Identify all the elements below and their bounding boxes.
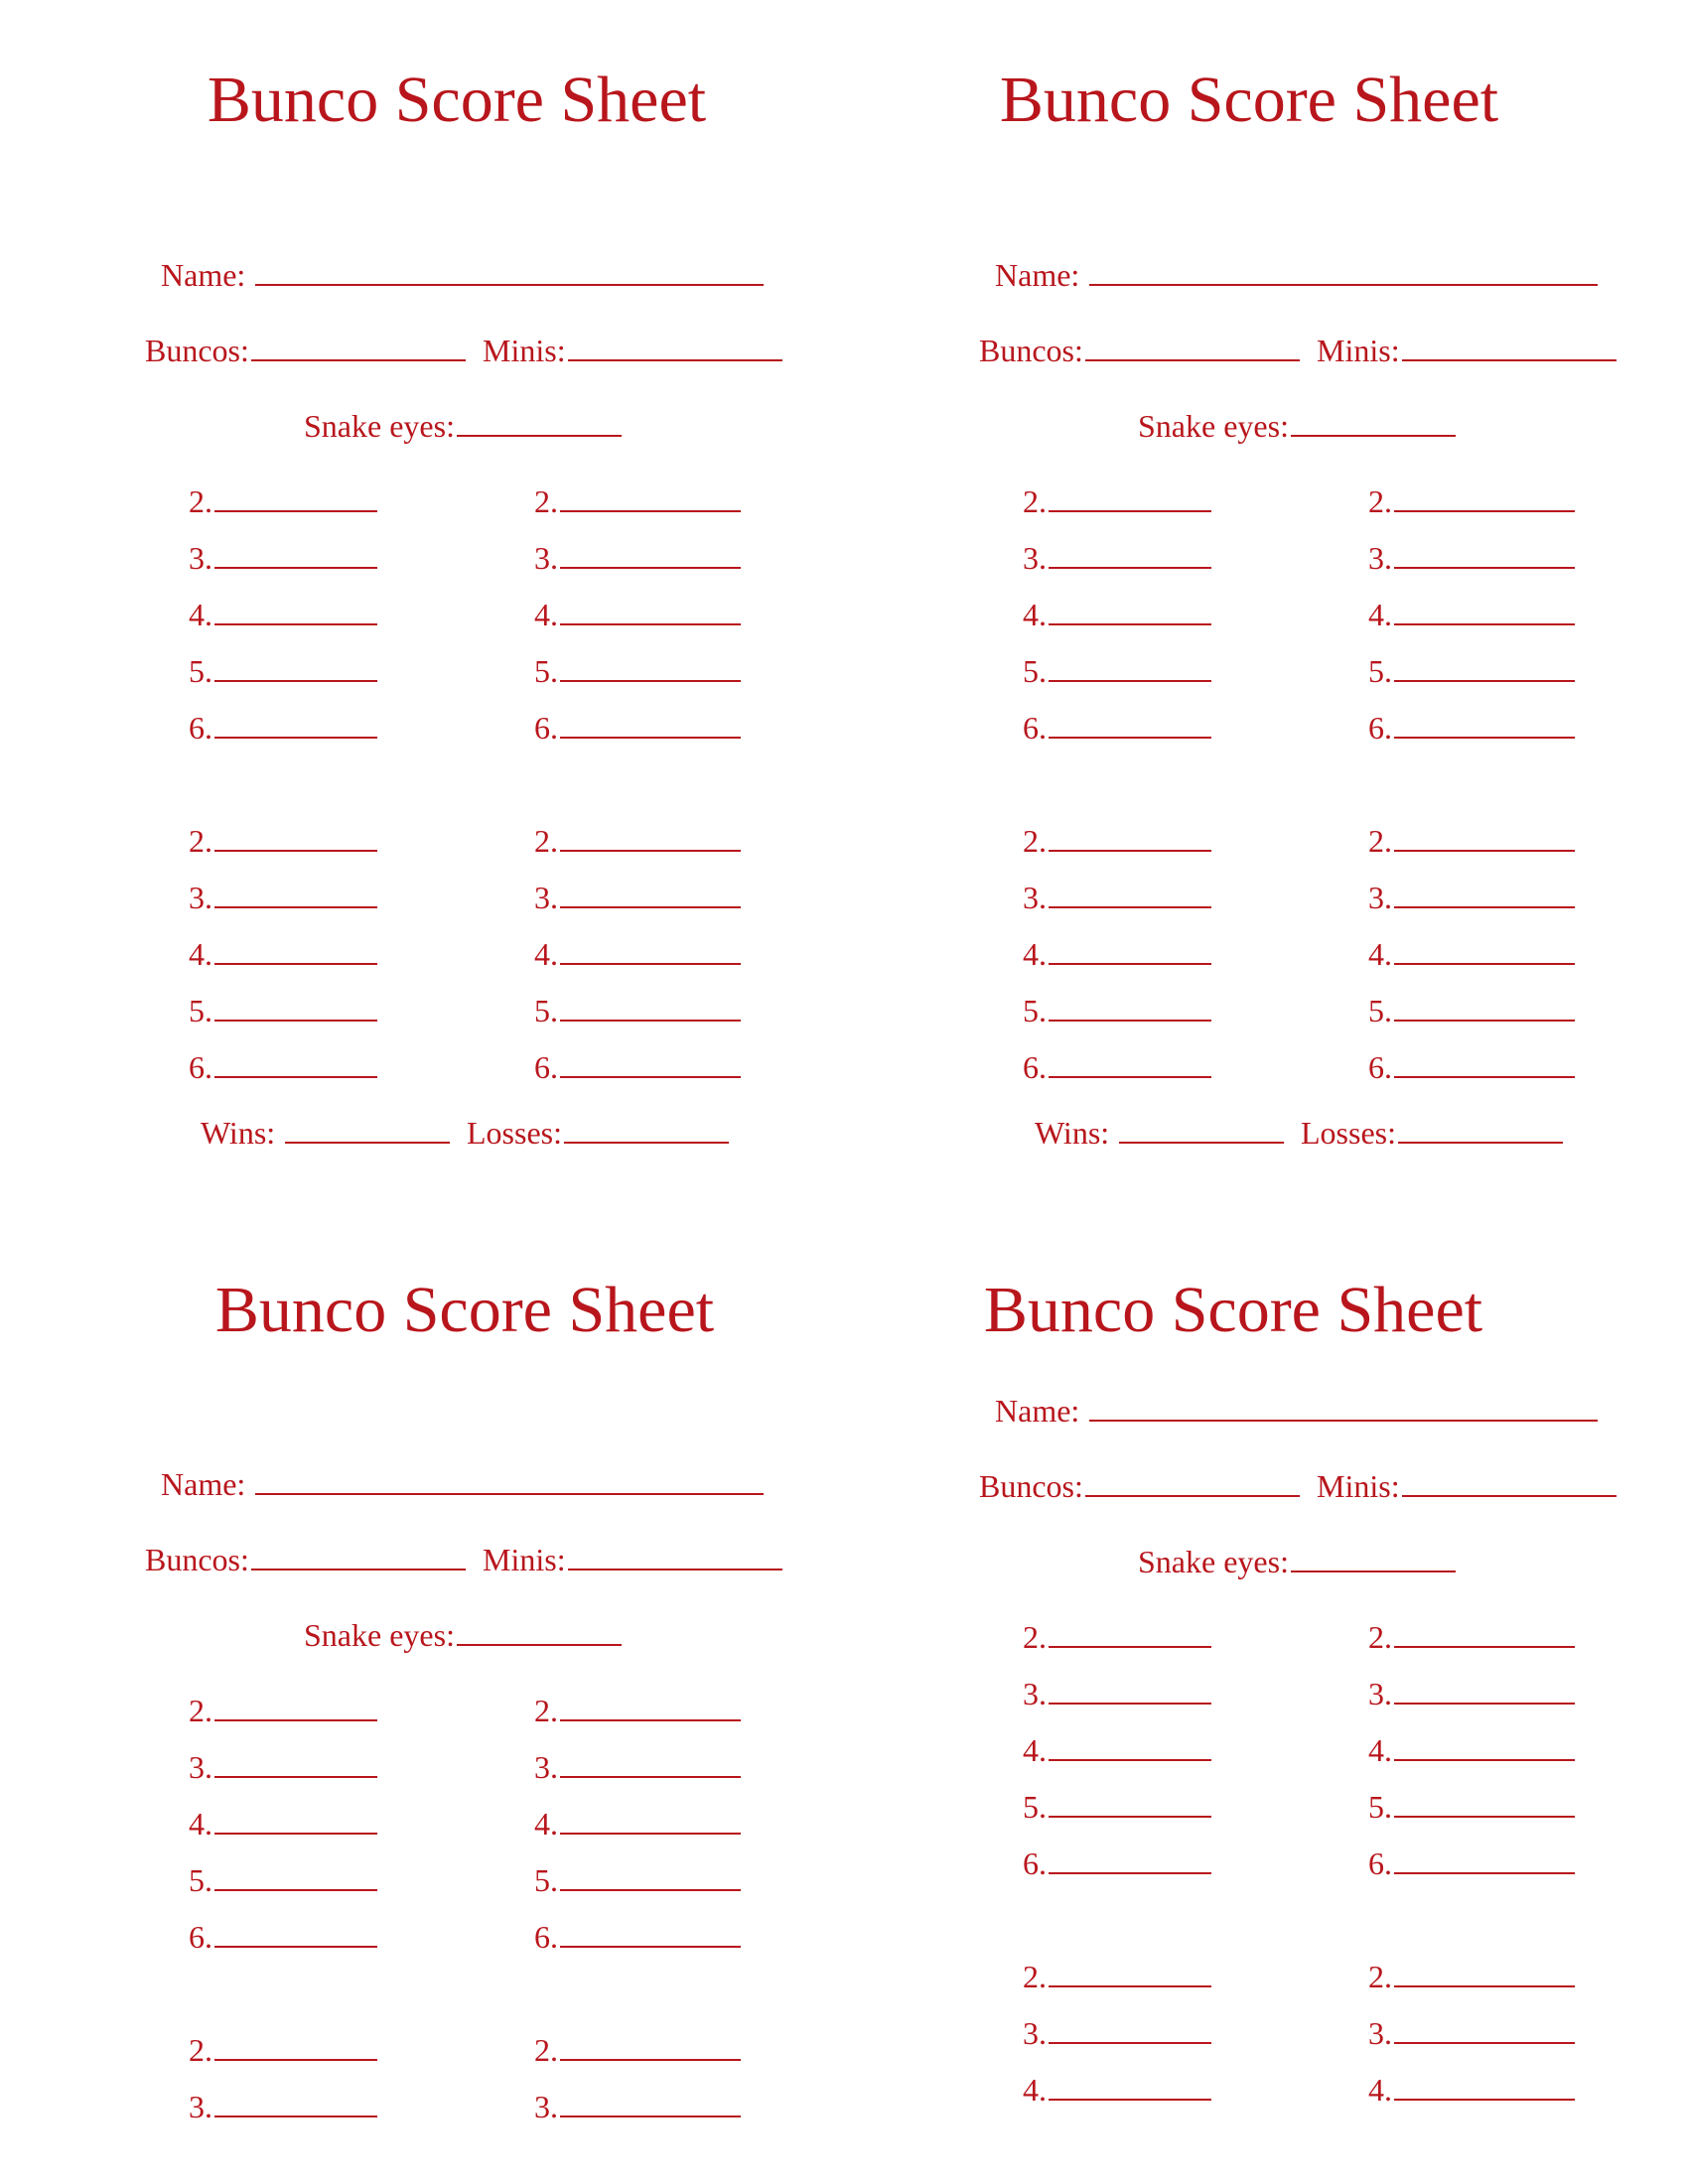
round-2-left-score-4-label: 4. — [189, 936, 212, 972]
minis-field-label: Minis: — [1317, 333, 1400, 368]
round-1-left-score-6-label: 6. — [1023, 710, 1047, 746]
round-2-right-score-5 — [534, 990, 741, 1026]
name-field — [161, 1463, 764, 1500]
round-1-right-score-3-label: 3. — [534, 1749, 558, 1785]
minis-field — [483, 1539, 782, 1575]
sheet-title: Bunco Score Sheet — [214, 1274, 715, 1346]
snake-eyes-field-blank[interactable] — [1291, 405, 1456, 437]
round-2-left-score-3 — [1023, 2012, 1211, 2049]
round-2-left-score-5-blank[interactable] — [1049, 990, 1211, 1022]
round-1-left-score-2 — [189, 1690, 377, 1726]
name-field-label: Name: — [995, 257, 1080, 293]
minis-field — [1317, 1465, 1617, 1502]
wins-field-blank[interactable] — [285, 1112, 450, 1144]
round-2-left-score-4 — [1023, 933, 1211, 970]
round-2-left-score-3-label: 3. — [189, 2089, 212, 2124]
name-field-blank[interactable] — [1089, 254, 1598, 286]
wins-field — [1035, 1112, 1284, 1149]
round-1-left-score-6 — [1023, 707, 1211, 744]
round-1-right-score-2 — [1368, 480, 1575, 517]
round-1-right-score-4 — [534, 1803, 741, 1840]
losses-field — [467, 1112, 729, 1149]
minis-field-label: Minis: — [483, 333, 566, 368]
round-1-right-score-5-blank[interactable] — [560, 1859, 741, 1891]
round-2-right-score-2 — [534, 820, 741, 857]
losses-field-blank[interactable] — [1398, 1112, 1563, 1144]
round-1-left-score-3-label: 3. — [189, 540, 212, 576]
round-1-left-score-6-label: 6. — [189, 710, 212, 746]
round-2-left-score-4-label: 4. — [1023, 936, 1047, 972]
score-sheet-column-right — [844, 0, 1688, 2184]
snake-eyes-field — [1138, 405, 1456, 442]
round-1-right-score-2-blank[interactable] — [1394, 480, 1575, 512]
round-1-right-score-3-blank[interactable] — [1394, 537, 1575, 569]
minis-field-blank[interactable] — [568, 330, 782, 361]
round-1-left-score-3-label: 3. — [189, 1749, 212, 1785]
round-2-right-score-2-blank[interactable] — [1394, 1956, 1575, 1987]
round-2-right-score-2-blank[interactable] — [1394, 820, 1575, 852]
round-2-left-score-2-label: 2. — [189, 2032, 212, 2068]
round-1-left-score-6-label: 6. — [1023, 1845, 1047, 1881]
buncos-field-label: Buncos: — [979, 1468, 1083, 1504]
round-1-left-score-4 — [189, 594, 377, 630]
buncos-field-label: Buncos: — [145, 1542, 249, 1577]
round-1-left-score-6 — [189, 1916, 377, 1953]
round-1-left-score-3-blank[interactable] — [214, 1746, 377, 1778]
round-1-left-score-5-blank[interactable] — [214, 650, 377, 682]
round-2-left-score-2 — [1023, 820, 1211, 857]
round-1-right-score-4-label: 4. — [1368, 1732, 1392, 1768]
round-2-left-score-6 — [1023, 1046, 1211, 1083]
round-1-right-score-5-label: 5. — [534, 1862, 558, 1898]
round-1-left-score-5 — [189, 1859, 377, 1896]
round-1-left-score-5-label: 5. — [189, 653, 212, 689]
round-2-right-score-6 — [1368, 1046, 1575, 1083]
round-1-left-score-5-label: 5. — [1023, 653, 1047, 689]
round-2-left-score-6-label: 6. — [1023, 1049, 1047, 1085]
round-2-right-score-4-label: 4. — [1368, 936, 1392, 972]
round-1-left-score-4 — [1023, 594, 1211, 630]
round-1-left-score-5-label: 5. — [189, 1862, 212, 1898]
round-2-left-score-2-blank[interactable] — [1049, 1956, 1211, 1987]
round-2-right-score-2-label: 2. — [1368, 1959, 1392, 1994]
round-1-right-score-5-blank[interactable] — [1394, 1786, 1575, 1818]
round-2-left-score-2-blank[interactable] — [214, 820, 377, 852]
buncos-field-label: Buncos: — [145, 333, 249, 368]
round-1-right-score-4-blank[interactable] — [1394, 1729, 1575, 1761]
round-2-left-score-5 — [189, 990, 377, 1026]
round-2-right-score-6-label: 6. — [534, 1049, 558, 1085]
round-1-left-score-6-label: 6. — [189, 1919, 212, 1955]
round-1-right-score-4-label: 4. — [534, 1806, 558, 1842]
minis-field — [483, 330, 782, 366]
round-2-left-score-2-label: 2. — [1023, 823, 1047, 859]
round-2-right-score-4 — [1368, 933, 1575, 970]
round-2-right-score-2 — [1368, 820, 1575, 857]
buncos-field — [145, 330, 466, 366]
round-1-left-score-3 — [189, 1746, 377, 1783]
round-2-left-score-3-blank[interactable] — [1049, 877, 1211, 908]
round-1-right-score-5-label: 5. — [1368, 653, 1392, 689]
round-1-left-score-3-blank[interactable] — [1049, 537, 1211, 569]
round-2-right-score-4-blank[interactable] — [1394, 933, 1575, 965]
round-1-right-score-5 — [534, 650, 741, 687]
round-2-right-score-3-blank[interactable] — [1394, 877, 1575, 908]
round-1-left-score-5 — [1023, 1786, 1211, 1823]
snake-eyes-field — [304, 405, 622, 442]
round-1-right-score-2 — [534, 480, 741, 517]
name-field-blank[interactable] — [255, 254, 764, 286]
snake-eyes-field-blank[interactable] — [1291, 1541, 1456, 1572]
round-1-right-score-4 — [1368, 1729, 1575, 1766]
round-2-left-score-2-blank[interactable] — [214, 2029, 377, 2061]
round-1-left-score-5-blank[interactable] — [1049, 650, 1211, 682]
round-1-right-score-2-label: 2. — [534, 483, 558, 519]
wins-field — [201, 1112, 450, 1149]
round-1-right-score-3-label: 3. — [1368, 540, 1392, 576]
round-1-left-score-2-blank[interactable] — [214, 1690, 377, 1721]
round-2-right-score-3-blank[interactable] — [560, 877, 741, 908]
buncos-field-blank[interactable] — [251, 330, 466, 361]
round-1-right-score-2-label: 2. — [1368, 1619, 1392, 1655]
round-2-right-score-5 — [1368, 990, 1575, 1026]
round-2-right-score-4-blank[interactable] — [560, 933, 741, 965]
round-1-left-score-3-label: 3. — [1023, 1676, 1047, 1711]
round-1-right-score-4-blank[interactable] — [1394, 594, 1575, 625]
round-1-right-score-3 — [1368, 1673, 1575, 1709]
round-1-right-score-5-label: 5. — [534, 653, 558, 689]
wins-field-blank[interactable] — [1119, 1112, 1284, 1144]
round-2-left-score-5-label: 5. — [1023, 993, 1047, 1028]
round-2-right-score-5-blank[interactable] — [560, 990, 741, 1022]
round-2-right-score-3 — [1368, 877, 1575, 913]
round-1-left-score-4-blank[interactable] — [214, 594, 377, 625]
round-1-left-score-5 — [189, 650, 377, 687]
round-1-right-score-6-blank[interactable] — [560, 1916, 741, 1948]
round-1-right-score-6-label: 6. — [1368, 710, 1392, 746]
wins-field-label: Wins: — [201, 1115, 276, 1151]
round-2-left-score-6-label: 6. — [189, 1049, 212, 1085]
round-2-left-score-2 — [1023, 1956, 1211, 1992]
snake-eyes-field — [1138, 1541, 1456, 1577]
round-1-right-score-6 — [1368, 707, 1575, 744]
round-2-right-score-3 — [1368, 2012, 1575, 2049]
snake-eyes-field-label: Snake eyes: — [304, 1617, 455, 1653]
round-2-right-score-6 — [534, 1046, 741, 1083]
buncos-field — [979, 1465, 1300, 1502]
snake-eyes-field-blank[interactable] — [457, 405, 622, 437]
round-1-right-score-2-label: 2. — [1368, 483, 1392, 519]
round-1-left-score-4-label: 4. — [189, 597, 212, 632]
round-1-left-score-2-blank[interactable] — [1049, 1616, 1211, 1648]
round-1-right-score-6 — [1368, 1843, 1575, 1879]
round-1-right-score-3 — [534, 1746, 741, 1783]
round-2-left-score-3-label: 3. — [189, 880, 212, 915]
buncos-field — [979, 330, 1300, 366]
round-1-left-score-4-label: 4. — [189, 1806, 212, 1842]
buncos-field-blank[interactable] — [251, 1539, 466, 1570]
round-1-left-score-5-label: 5. — [1023, 1789, 1047, 1825]
round-2-right-score-2-blank[interactable] — [560, 820, 741, 852]
round-1-right-score-4-label: 4. — [1368, 597, 1392, 632]
round-1-right-score-2-blank[interactable] — [1394, 1616, 1575, 1648]
round-1-left-score-4-label: 4. — [1023, 1732, 1047, 1768]
round-2-left-score-3 — [189, 2086, 377, 2122]
round-2-left-score-4 — [189, 933, 377, 970]
name-field — [161, 254, 764, 291]
minis-field-label: Minis: — [1317, 1468, 1400, 1504]
minis-field-blank[interactable] — [1402, 1465, 1617, 1497]
wins-field-label: Wins: — [1035, 1115, 1110, 1151]
losses-field-label: Losses: — [467, 1115, 562, 1151]
round-2-right-score-4-blank[interactable] — [1394, 2069, 1575, 2101]
round-2-right-score-3-blank[interactable] — [1394, 2012, 1575, 2044]
minis-field-blank[interactable] — [1402, 330, 1617, 361]
round-1-right-score-6-blank[interactable] — [560, 707, 741, 739]
round-2-right-score-6-label: 6. — [1368, 1049, 1392, 1085]
round-1-left-score-2-label: 2. — [189, 1693, 212, 1728]
round-1-right-score-2-blank[interactable] — [560, 480, 741, 512]
round-1-right-score-2-blank[interactable] — [560, 1690, 741, 1721]
round-1-left-score-2-label: 2. — [189, 483, 212, 519]
round-2-left-score-4-label: 4. — [1023, 2072, 1047, 2108]
round-1-left-score-4-blank[interactable] — [1049, 594, 1211, 625]
sheet-title: Bunco Score Sheet — [983, 1274, 1483, 1346]
round-1-right-score-3 — [1368, 537, 1575, 574]
round-1-right-score-3-blank[interactable] — [560, 537, 741, 569]
losses-field — [1301, 1112, 1563, 1149]
round-1-right-score-4-label: 4. — [534, 597, 558, 632]
round-1-right-score-5 — [534, 1859, 741, 1896]
minis-field — [1317, 330, 1617, 366]
name-field — [995, 254, 1598, 291]
round-1-left-score-2-label: 2. — [1023, 483, 1047, 519]
round-1-left-score-6 — [189, 707, 377, 744]
round-1-right-score-5-blank[interactable] — [1394, 650, 1575, 682]
round-1-right-score-3-blank[interactable] — [560, 1746, 741, 1778]
round-2-left-score-4-blank[interactable] — [1049, 933, 1211, 965]
round-1-left-score-6-blank[interactable] — [1049, 1843, 1211, 1874]
round-2-left-score-6-blank[interactable] — [1049, 1046, 1211, 1078]
round-1-left-score-2 — [1023, 1616, 1211, 1653]
round-2-right-score-3 — [534, 877, 741, 913]
round-2-left-score-3-label: 3. — [1023, 880, 1047, 915]
round-2-right-score-2-blank[interactable] — [560, 2029, 741, 2061]
name-field-blank[interactable] — [1089, 1390, 1598, 1422]
round-1-right-score-3-blank[interactable] — [1394, 1673, 1575, 1705]
round-1-left-score-3 — [1023, 1673, 1211, 1709]
name-field-label: Name: — [995, 1393, 1080, 1429]
round-2-right-score-2-label: 2. — [534, 823, 558, 859]
round-1-right-score-6 — [534, 1916, 741, 1953]
round-1-left-score-3 — [189, 537, 377, 574]
buncos-field-blank[interactable] — [1085, 330, 1300, 361]
round-2-right-score-2-label: 2. — [534, 2032, 558, 2068]
round-2-right-score-3-blank[interactable] — [560, 2086, 741, 2117]
round-2-left-score-6-blank[interactable] — [214, 1046, 377, 1078]
round-2-left-score-3-blank[interactable] — [214, 2086, 377, 2117]
round-1-right-score-2 — [1368, 1616, 1575, 1653]
minis-field-label: Minis: — [483, 1542, 566, 1577]
round-2-left-score-2 — [189, 2029, 377, 2066]
round-2-left-score-3 — [189, 877, 377, 913]
round-2-right-score-5-label: 5. — [1368, 993, 1392, 1028]
buncos-field-blank[interactable] — [1085, 1465, 1300, 1497]
sheet-title: Bunco Score Sheet — [999, 64, 1499, 136]
round-1-left-score-4-blank[interactable] — [1049, 1729, 1211, 1761]
round-1-left-score-6-blank[interactable] — [214, 707, 377, 739]
round-1-right-score-3-label: 3. — [1368, 1676, 1392, 1711]
round-2-left-score-2-label: 2. — [189, 823, 212, 859]
round-1-left-score-3-blank[interactable] — [214, 537, 377, 569]
round-1-left-score-4 — [1023, 1729, 1211, 1766]
sheet-title: Bunco Score Sheet — [207, 64, 707, 136]
round-2-right-score-6-blank[interactable] — [560, 1046, 741, 1078]
round-1-right-score-2-label: 2. — [534, 1693, 558, 1728]
round-2-left-score-3-label: 3. — [1023, 2015, 1047, 2051]
losses-field-blank[interactable] — [564, 1112, 729, 1144]
name-field-blank[interactable] — [255, 1463, 764, 1495]
round-1-right-score-6 — [534, 707, 741, 744]
round-1-left-score-2 — [189, 480, 377, 517]
round-1-right-score-3-label: 3. — [534, 540, 558, 576]
round-1-right-score-6-label: 6. — [1368, 1845, 1392, 1881]
name-field — [995, 1390, 1598, 1427]
round-2-right-score-3 — [534, 2086, 741, 2122]
round-1-right-score-4 — [534, 594, 741, 630]
round-2-right-score-2 — [1368, 1956, 1575, 1992]
snake-eyes-field — [304, 1614, 622, 1651]
round-1-right-score-5 — [1368, 650, 1575, 687]
round-2-right-score-6-blank[interactable] — [1394, 1046, 1575, 1078]
round-2-left-score-4-blank[interactable] — [214, 933, 377, 965]
round-1-right-score-2 — [534, 1690, 741, 1726]
round-2-left-score-2-label: 2. — [1023, 1959, 1047, 1994]
round-2-right-score-4-label: 4. — [1368, 2072, 1392, 2108]
round-1-left-score-2 — [1023, 480, 1211, 517]
round-2-left-score-2-blank[interactable] — [1049, 820, 1211, 852]
round-2-right-score-3-label: 3. — [534, 2089, 558, 2124]
round-2-left-score-3-blank[interactable] — [1049, 2012, 1211, 2044]
buncos-field-label: Buncos: — [979, 333, 1083, 368]
round-2-right-score-3-label: 3. — [534, 880, 558, 915]
round-1-left-score-3 — [1023, 537, 1211, 574]
round-2-left-score-5-label: 5. — [189, 993, 212, 1028]
round-2-left-score-3-blank[interactable] — [214, 877, 377, 908]
round-1-left-score-5-blank[interactable] — [214, 1859, 377, 1891]
round-2-right-score-4 — [534, 933, 741, 970]
round-1-right-score-6-label: 6. — [534, 1919, 558, 1955]
snake-eyes-field-label: Snake eyes: — [1138, 408, 1289, 444]
round-2-right-score-4-label: 4. — [534, 936, 558, 972]
round-1-right-score-5 — [1368, 1786, 1575, 1823]
round-1-left-score-2-label: 2. — [1023, 1619, 1047, 1655]
round-2-right-score-2 — [534, 2029, 741, 2066]
round-2-left-score-5 — [1023, 990, 1211, 1026]
round-1-left-score-5 — [1023, 650, 1211, 687]
round-1-right-score-4 — [1368, 594, 1575, 630]
round-1-left-score-6-blank[interactable] — [214, 1916, 377, 1948]
round-2-left-score-3 — [1023, 877, 1211, 913]
round-2-right-score-4 — [1368, 2069, 1575, 2106]
round-2-right-score-5-blank[interactable] — [1394, 990, 1575, 1022]
round-2-right-score-3-label: 3. — [1368, 880, 1392, 915]
round-1-right-score-6-label: 6. — [534, 710, 558, 746]
round-2-left-score-6 — [189, 1046, 377, 1083]
round-2-left-score-5-blank[interactable] — [214, 990, 377, 1022]
round-1-left-score-4-label: 4. — [1023, 597, 1047, 632]
snake-eyes-field-blank[interactable] — [457, 1614, 622, 1646]
round-2-left-score-2 — [189, 820, 377, 857]
snake-eyes-field-label: Snake eyes: — [304, 408, 455, 444]
round-1-left-score-4-blank[interactable] — [214, 1803, 377, 1835]
round-1-right-score-5-blank[interactable] — [560, 650, 741, 682]
minis-field-blank[interactable] — [568, 1539, 782, 1570]
name-field-label: Name: — [161, 1466, 246, 1502]
round-2-right-score-5-label: 5. — [534, 993, 558, 1028]
buncos-field — [145, 1539, 466, 1575]
round-1-right-score-4-blank[interactable] — [560, 594, 741, 625]
round-1-right-score-6-blank[interactable] — [1394, 707, 1575, 739]
round-1-right-score-6-blank[interactable] — [1394, 1843, 1575, 1874]
round-2-right-score-3-label: 3. — [1368, 2015, 1392, 2051]
round-1-left-score-3-blank[interactable] — [1049, 1673, 1211, 1705]
round-1-right-score-4-blank[interactable] — [560, 1803, 741, 1835]
snake-eyes-field-label: Snake eyes: — [1138, 1544, 1289, 1579]
round-1-left-score-4 — [189, 1803, 377, 1840]
round-2-left-score-4-blank[interactable] — [1049, 2069, 1211, 2101]
round-1-left-score-2-blank[interactable] — [1049, 480, 1211, 512]
round-2-left-score-4 — [1023, 2069, 1211, 2106]
round-1-left-score-5-blank[interactable] — [1049, 1786, 1211, 1818]
name-field-label: Name: — [161, 257, 246, 293]
round-2-right-score-2-label: 2. — [1368, 823, 1392, 859]
round-1-left-score-6 — [1023, 1843, 1211, 1879]
round-1-left-score-2-blank[interactable] — [214, 480, 377, 512]
round-1-left-score-3-label: 3. — [1023, 540, 1047, 576]
round-1-right-score-3 — [534, 537, 741, 574]
round-1-left-score-6-blank[interactable] — [1049, 707, 1211, 739]
round-1-right-score-5-label: 5. — [1368, 1789, 1392, 1825]
losses-field-label: Losses: — [1301, 1115, 1396, 1151]
